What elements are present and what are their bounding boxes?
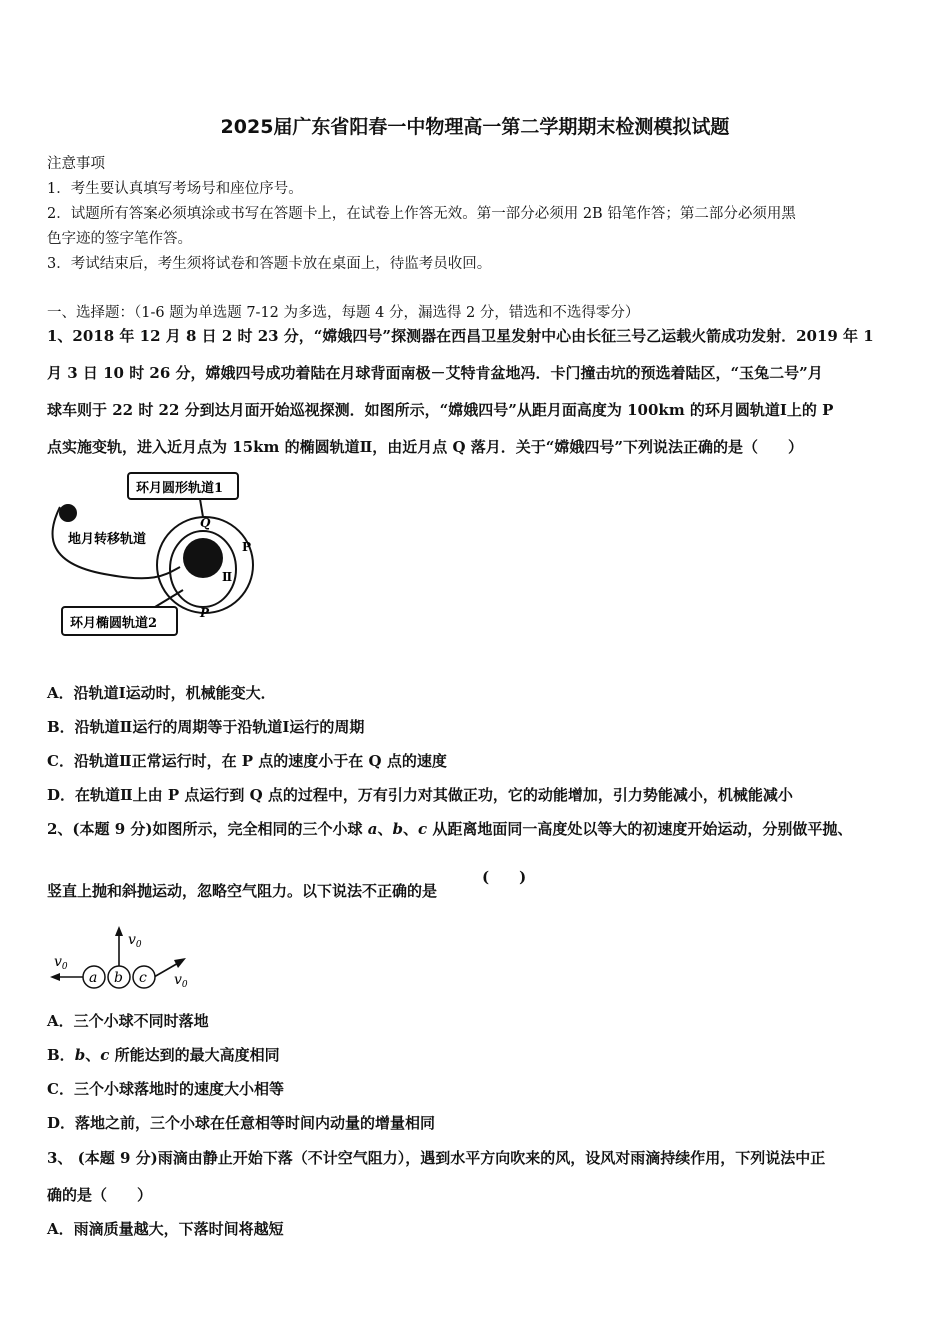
q2-option-d: D．落地之前，三个小球在任意相等时间内动量的增量相同 bbox=[47, 1114, 436, 1132]
q1-option-d: D．在轨道Ⅱ上由 P 点运行到 Q 点的过程中，万有引力对其做正功，它的动能增加，引力势能减小，机械能减小 bbox=[47, 786, 793, 804]
ball-b: b bbox=[392, 820, 403, 838]
sep: 、 bbox=[403, 820, 419, 838]
v0-right-label: $v_0$ bbox=[174, 972, 188, 990]
section-heading: 一、选择题：（1-6 题为单选题 7-12 为多选，每题 4 分，漏选得 2 分，错选和不选得零分） bbox=[47, 305, 640, 321]
notice-item: 2．试题所有答案必须填涂或书写在答题卡上，在试卷上作答无效。第一部分必须用 2B 铅笔作答；第二部分必须用黑 bbox=[47, 206, 796, 222]
option-prefix: B． bbox=[47, 1046, 75, 1064]
moon-icon bbox=[183, 538, 223, 578]
q2-option-a: A．三个小球不同时落地 bbox=[47, 1012, 209, 1030]
question-1-line: 1、2018 年 12 月 8 日 2 时 23 分，“嫦娥四号”探测器在西昌卫星发射中心由长征三号乙运载火箭成功发射．2019 年 1 bbox=[47, 327, 874, 345]
orbit-2-label: Ⅱ bbox=[222, 570, 233, 584]
ball-c: c bbox=[418, 820, 428, 838]
notice-heading: 注意事项 bbox=[47, 156, 105, 172]
v0-up-label: $v_0$ bbox=[128, 932, 142, 950]
point-p-bottom-label: P bbox=[200, 606, 210, 620]
q2-option-b bbox=[47, 1044, 280, 1065]
ball-c: c bbox=[100, 1046, 110, 1064]
q1-option-c: C．沿轨道Ⅱ正常运行时，在 P 点的速度小于在 Q 点的速度 bbox=[47, 752, 447, 770]
notice-item: 1．考生要认真填写考场号和座位序号。 bbox=[47, 181, 303, 197]
label-elliptical-orbit: 环月椭圆轨道2 bbox=[70, 616, 158, 631]
earth-icon bbox=[59, 504, 77, 522]
q2-suffix: 从距离地面同一高度处以等大的初速度开始运动，分别做平抛、 bbox=[427, 820, 853, 838]
ball-c-label: c bbox=[139, 970, 147, 986]
ball-a-label: a bbox=[89, 970, 98, 986]
question-1-line: 球车则于 22 时 22 分到达月面开始巡视探测．如图所示，“嫦娥四号”从距月面高度为 100km 的环月圆轨道Ⅰ上的 P bbox=[47, 401, 834, 419]
label-transfer-orbit: 地月转移轨道 bbox=[68, 532, 147, 547]
answer-paren: ( ) bbox=[482, 868, 527, 886]
question-3-line: 确的是（ ） bbox=[47, 1186, 153, 1204]
question-1-line: 月 3 日 10 时 26 分，嫦娥四号成功着陆在月球背面南极－艾特肯盆地冯．卡门撞击坑的预选着陆区，“玉兔二号”月 bbox=[47, 364, 823, 382]
q3-option-a: A．雨滴质量越大，下落时间将越短 bbox=[47, 1220, 284, 1238]
question-1-line: 点实施变轨，进入近月点为 15km 的椭圆轨道Ⅱ，由近月点 Q 落月．关于“嫦娥四号”下列说法正确的是（ ） bbox=[47, 438, 803, 456]
ball-b-label: b bbox=[114, 970, 123, 986]
question-3-line: 3、 (本题 9 分)雨滴由静止开始下落（不计空气阻力），遇到水平方向吹来的风，设风对雨滴持续作用，下列说法中正 bbox=[47, 1149, 826, 1167]
q2-prefix: 2、(本题 9 分)如图所示，完全相同的三个小球 bbox=[47, 820, 368, 838]
ball-b: b bbox=[74, 1046, 86, 1064]
balls-figure bbox=[46, 922, 206, 994]
q2-option-c: C．三个小球落地时的速度大小相等 bbox=[47, 1080, 284, 1098]
q1-option-b: B．沿轨道Ⅱ运行的周期等于沿轨道Ⅰ运行的周期 bbox=[47, 718, 365, 736]
sep: 、 bbox=[85, 1046, 101, 1064]
notice-item: 3．考试结束后，考生须将试卷和答题卡放在桌面上，待监考员收回。 bbox=[47, 256, 492, 272]
notice-item: 色字迹的签字笔作答。 bbox=[47, 231, 192, 247]
q1-option-a: A．沿轨道Ⅰ运动时，机械能变大． bbox=[47, 684, 276, 702]
label-circular-orbit: 环月圆形轨道1 bbox=[136, 481, 224, 496]
option-text: 所能达到的最大高度相同 bbox=[109, 1046, 280, 1064]
v0-left-label: $v_0$ bbox=[54, 954, 68, 972]
sep: 、 bbox=[377, 820, 393, 838]
page-title: 2025届广东省阳春一中物理高一第二学期期末检测模拟试题 bbox=[220, 116, 730, 138]
ball-a: a bbox=[367, 820, 378, 838]
question-2-line: 竖直上抛和斜抛运动，忽略空气阻力。以下说法不正确的是 bbox=[47, 882, 438, 900]
point-p-right-label: P bbox=[242, 540, 252, 554]
orbit-figure bbox=[40, 465, 290, 650]
point-q-label: Q bbox=[200, 516, 211, 530]
question-2-line bbox=[47, 818, 852, 839]
